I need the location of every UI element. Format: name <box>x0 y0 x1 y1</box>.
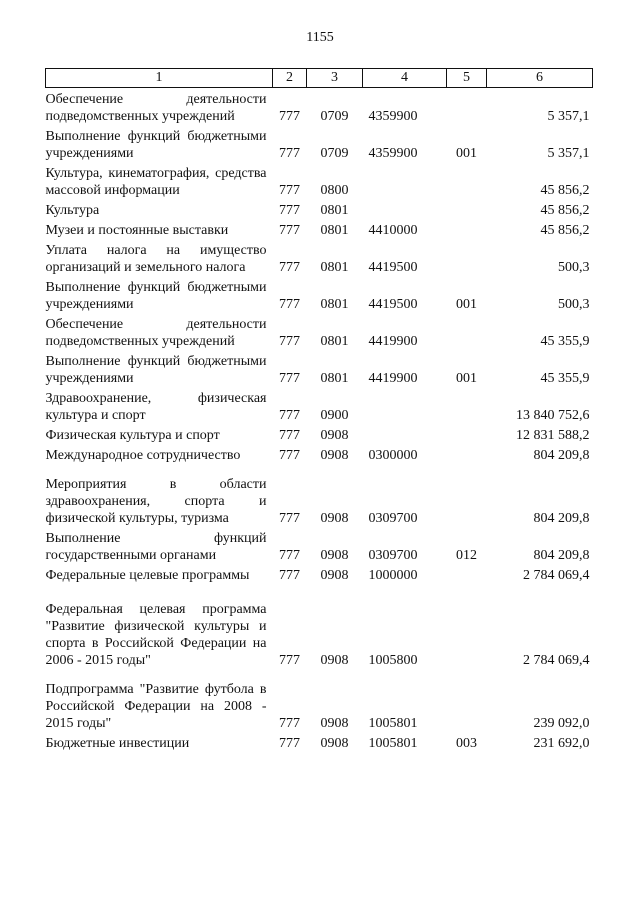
row-name: Выполнение функций бюджетными учреждениями <box>45 354 267 386</box>
row-col-6: 804 209,8 <box>533 448 590 463</box>
column-header: 5 <box>447 69 487 88</box>
row-col-5: 003 <box>456 736 477 751</box>
column-header: 6 <box>487 69 593 88</box>
row-col-4: 1005801 <box>368 716 418 731</box>
column-header: 1 <box>46 69 273 88</box>
row-col-4 <box>363 390 447 427</box>
row-col-4: 1000000 <box>368 568 418 583</box>
row-col-4: 4419900 <box>368 371 418 386</box>
row-col-4: 4419900 <box>368 334 418 349</box>
row-name: Мероприятия в области здравоохранения, спорта и физической культуры, туризма <box>45 477 267 526</box>
table-row <box>46 316 593 353</box>
row-col-2: 777 <box>279 448 300 463</box>
row-col-5 <box>447 390 487 427</box>
row-col-2: 777 <box>279 716 300 731</box>
row-col-6: 231 692,0 <box>533 736 590 751</box>
row-col-3: 0709 <box>320 109 349 124</box>
column-header: 2 <box>273 69 307 88</box>
row-col-6: 5 357,1 <box>547 109 590 124</box>
table-row <box>46 427 593 447</box>
row-col-4: 1005800 <box>368 653 418 668</box>
budget-table <box>45 68 593 755</box>
row-name: Обеспечение деятельности подведомственных учреждений <box>45 317 267 349</box>
row-col-4 <box>363 427 447 447</box>
row-col-2: 777 <box>279 548 300 563</box>
row-col-6: 45 355,9 <box>540 334 590 349</box>
row-name: Физическая культура и спорт <box>45 428 220 443</box>
row-col-6: 45 856,2 <box>540 203 590 218</box>
row-name: Подпрограмма "Развитие футбола в Российской Федерации на 2008 - 2015 годы" <box>45 682 267 731</box>
row-col-6: 804 209,8 <box>533 548 590 563</box>
row-name: Выполнение функций бюджетными учреждениями <box>45 129 267 161</box>
row-col-3: 0709 <box>320 146 349 161</box>
row-col-5: 001 <box>456 146 477 161</box>
row-col-3: 0908 <box>320 428 349 443</box>
row-col-6: 500,3 <box>558 297 590 312</box>
row-col-3: 0908 <box>320 653 349 668</box>
row-col-2: 777 <box>279 653 300 668</box>
row-col-4: 0300000 <box>368 448 418 463</box>
row-col-3: 0900 <box>320 408 349 423</box>
row-col-5 <box>447 316 487 353</box>
table-row <box>46 447 593 467</box>
row-name: Обеспечение деятельности подведомственных учреждений <box>45 92 267 124</box>
row-col-4: 0309700 <box>368 511 418 526</box>
row-name: Здравоохранение, физическая культура и спорт <box>45 391 267 423</box>
row-col-5: 001 <box>456 297 477 312</box>
table-header-row <box>46 69 593 88</box>
table-row <box>46 279 593 316</box>
row-col-4: 4419500 <box>368 297 418 312</box>
row-col-6: 45 856,2 <box>540 183 590 198</box>
column-header: 4 <box>363 69 447 88</box>
row-col-4: 1005801 <box>368 736 418 751</box>
row-col-6: 5 357,1 <box>547 146 590 161</box>
row-col-5 <box>447 242 487 279</box>
row-col-6: 500,3 <box>558 260 590 275</box>
table-row <box>46 88 593 129</box>
row-col-5 <box>447 222 487 242</box>
row-col-3: 0908 <box>320 716 349 731</box>
table-row <box>46 467 593 530</box>
table-row <box>46 128 593 165</box>
row-col-4 <box>363 165 447 202</box>
row-col-2: 777 <box>279 146 300 161</box>
row-col-5 <box>447 672 487 735</box>
row-col-5: 012 <box>456 548 477 563</box>
row-col-5: 001 <box>456 371 477 386</box>
row-name: Выполнение функций бюджетными учреждениями <box>45 280 267 312</box>
table-row <box>46 353 593 390</box>
row-col-6: 45 856,2 <box>540 223 590 238</box>
row-col-2: 777 <box>279 109 300 124</box>
row-col-4: 4359900 <box>368 109 418 124</box>
table-row <box>46 567 593 587</box>
row-col-6: 12 831 588,2 <box>516 428 590 443</box>
table-row <box>46 735 593 755</box>
row-col-3: 0908 <box>320 568 349 583</box>
table-row <box>46 165 593 202</box>
row-col-5 <box>447 587 487 672</box>
row-col-2: 777 <box>279 297 300 312</box>
row-col-2: 777 <box>279 183 300 198</box>
row-col-2: 777 <box>279 736 300 751</box>
row-col-6: 804 209,8 <box>533 511 590 526</box>
row-col-5 <box>447 88 487 129</box>
row-col-5 <box>447 567 487 587</box>
table-row <box>46 587 593 672</box>
row-name: Культура <box>45 203 100 218</box>
row-col-3: 0908 <box>320 448 349 463</box>
row-col-5 <box>447 202 487 222</box>
row-name: Выполнение функций государственными органами <box>45 531 267 563</box>
table-row <box>46 530 593 567</box>
page-number: 1155 <box>306 30 334 45</box>
row-col-6: 13 840 752,6 <box>516 408 590 423</box>
row-col-3: 0908 <box>320 736 349 751</box>
row-col-3: 0800 <box>320 183 349 198</box>
row-col-2: 777 <box>279 428 300 443</box>
row-col-2: 777 <box>279 260 300 275</box>
row-col-3: 0801 <box>320 203 349 218</box>
row-col-6: 2 784 069,4 <box>523 568 590 583</box>
row-name: Федеральные целевые программы <box>45 568 250 583</box>
table-row <box>46 202 593 222</box>
row-col-6: 239 092,0 <box>533 716 590 731</box>
row-name: Федеральная целевая программа "Развитие физической культуры и спорта в Российской Федерации на 2006 - 2015 годы" <box>45 602 267 668</box>
row-col-4: 4410000 <box>368 223 418 238</box>
row-col-5 <box>447 165 487 202</box>
column-header: 3 <box>307 69 363 88</box>
row-name: Международное сотрудничество <box>45 448 241 463</box>
row-col-2: 777 <box>279 511 300 526</box>
row-col-3: 0801 <box>320 371 349 386</box>
row-col-6: 2 784 069,4 <box>523 653 590 668</box>
row-col-2: 777 <box>279 408 300 423</box>
row-col-2: 777 <box>279 371 300 386</box>
row-col-4 <box>363 202 447 222</box>
row-col-5 <box>447 447 487 467</box>
row-col-3: 0801 <box>320 260 349 275</box>
row-col-4: 4419500 <box>368 260 418 275</box>
row-col-3: 0801 <box>320 297 349 312</box>
row-name: Культура, кинематография, средства массовой информации <box>45 166 267 198</box>
row-name: Уплата налога на имущество организаций и земельного налога <box>45 243 267 275</box>
row-col-3: 0908 <box>320 548 349 563</box>
table-row <box>46 390 593 427</box>
table-row <box>46 242 593 279</box>
table-row <box>46 672 593 735</box>
row-name: Музеи и постоянные выставки <box>45 223 229 238</box>
row-col-3: 0801 <box>320 223 349 238</box>
row-col-3: 0908 <box>320 511 349 526</box>
table-row <box>46 222 593 242</box>
row-col-2: 777 <box>279 203 300 218</box>
row-col-2: 777 <box>279 334 300 349</box>
row-col-2: 777 <box>279 223 300 238</box>
row-col-5 <box>447 427 487 447</box>
row-col-6: 45 355,9 <box>540 371 590 386</box>
row-col-3: 0801 <box>320 334 349 349</box>
row-col-2: 777 <box>279 568 300 583</box>
row-col-4: 0309700 <box>368 548 418 563</box>
row-col-5 <box>447 467 487 530</box>
row-name: Бюджетные инвестиции <box>45 736 190 751</box>
row-col-4: 4359900 <box>368 146 418 161</box>
